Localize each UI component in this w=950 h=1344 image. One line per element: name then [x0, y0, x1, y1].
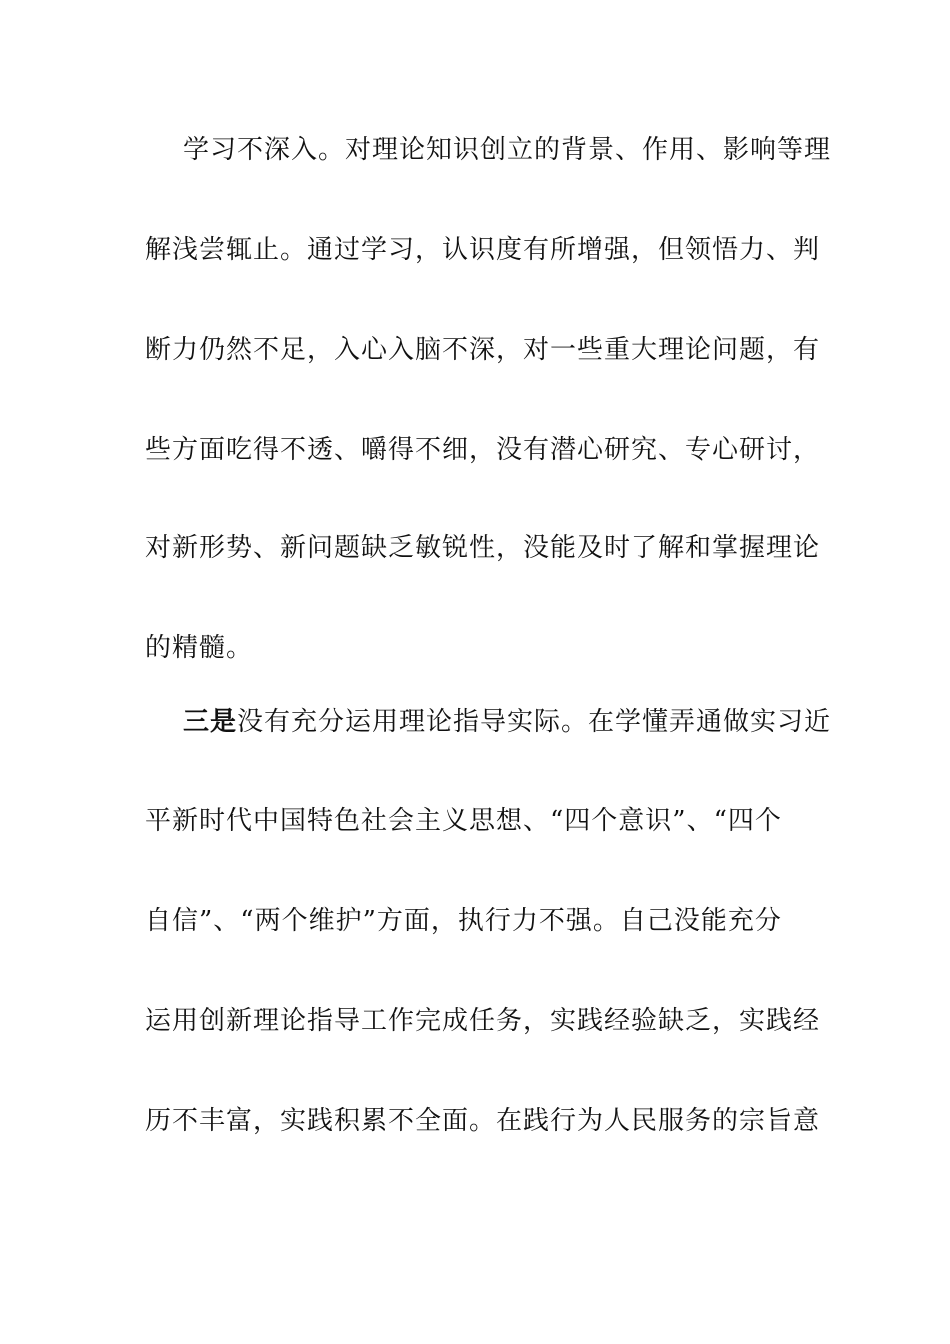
paragraph-2-line-3: 自信”、“两个维护”方面，执行力不强。自己没能充分	[145, 906, 782, 936]
paragraph-1-line-5: 对新形势、新问题缺乏敏锐性，没能及时了解和掌握理论	[145, 533, 821, 563]
paragraph-1-line-6: 的精髓。	[145, 633, 254, 663]
paragraph-1-line-3: 断力仍然不足，入心入脑不深，对一些重大理论问题，有	[145, 335, 821, 365]
paragraph-2-line-1-text: 没有充分运用理论指导实际。在学懂弄通做实习近	[237, 707, 832, 737]
paragraph-1-line-4: 些方面吃得不透、嚼得不细，没有潜心研究、专心研讨，	[145, 435, 821, 465]
paragraph-1-line-1: 学习不深入。对理论知识创立的背景、作用、影响等理	[183, 135, 832, 165]
paragraph-2-line-1	[145, 702, 831, 742]
paragraph-2-line-2: 平新时代中国特色社会主义思想、“四个意识”、“四个	[145, 806, 782, 836]
paragraph-1-line-2: 解浅尝辄止。通过学习，认识度有所增强，但领悟力、判	[145, 235, 821, 265]
paragraph-2-line-5: 历不丰富，实践积累不全面。在践行为人民服务的宗旨意	[145, 1106, 821, 1136]
paragraph-2-heading: 三是	[183, 707, 238, 737]
paragraph-2-line-4: 运用创新理论指导工作完成任务，实践经验缺乏，实践经	[145, 1006, 821, 1036]
